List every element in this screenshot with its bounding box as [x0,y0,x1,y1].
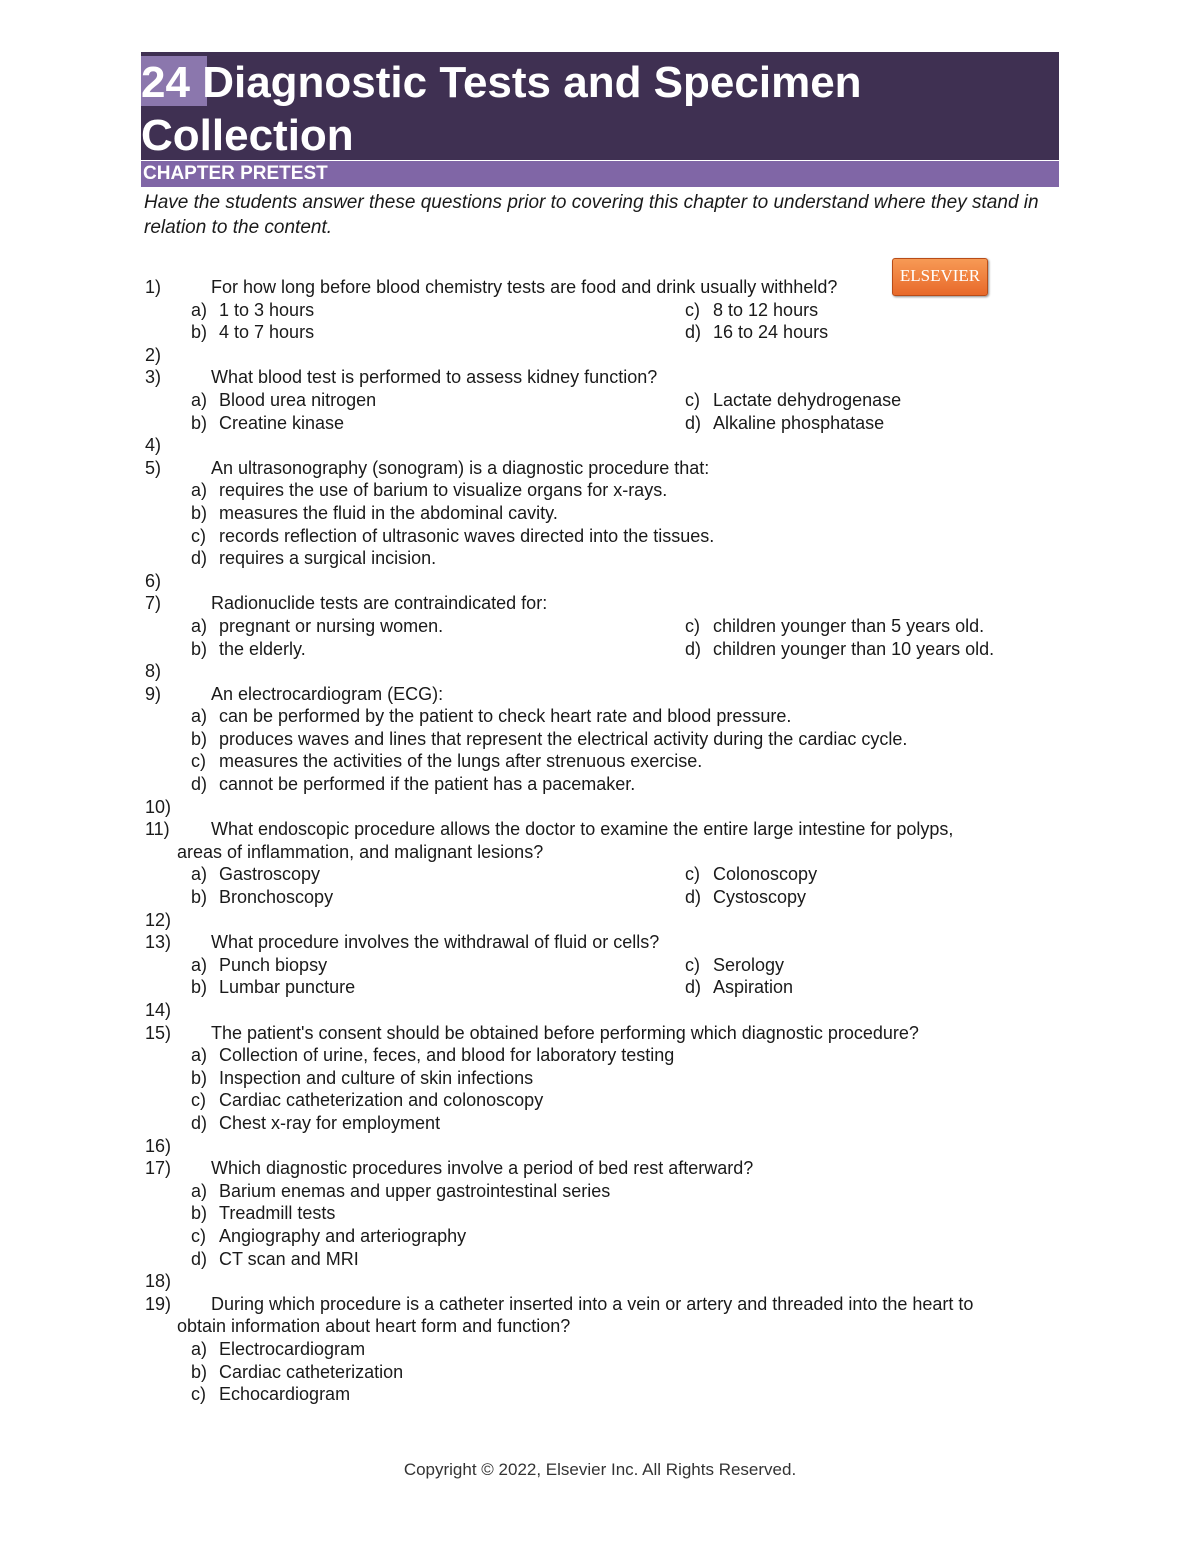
question-line [141,1157,1061,1180]
option-line [141,479,1061,502]
option-line [141,728,1061,751]
option-text: Barium enemas and upper gastrointestinal series [219,1180,611,1201]
answer-option [191,728,907,751]
answer-option [685,638,994,661]
option-letter: a) [191,864,208,885]
option-text: children younger than 5 years old. [713,615,985,636]
option-letter: d) [685,977,702,998]
option-letter: d) [191,774,208,795]
question-continuation [141,841,1061,864]
option-line [141,954,1061,977]
option-letter: c) [685,615,700,636]
answer-option [191,750,702,773]
option-text: Cardiac catheterization [219,1361,404,1382]
option-line [141,1067,1061,1090]
answer-option [191,1361,403,1384]
question-number: 14) [145,1000,172,1020]
chapter-subtitle: CHAPTER PRETEST [141,161,1059,187]
option-letter: b) [191,977,208,998]
option-line [141,1361,1061,1384]
option-text: measures the activities of the lungs after strenuous exercise. [219,751,703,772]
answer-option [685,412,884,435]
question-text: Radionuclide tests are contraindicated for: [211,593,548,614]
blank-number-line [141,1135,1061,1158]
answer-option [191,638,306,661]
option-text: Electrocardiogram [219,1338,366,1359]
option-letter: b) [191,1067,208,1088]
question-text: The patient's consent should be obtained before performing which diagnostic procedure? [211,1022,919,1043]
option-line [141,1383,1061,1406]
option-line [141,863,1061,886]
option-text: Serology [713,954,785,975]
option-line [141,638,1061,661]
question-line [141,366,1061,389]
option-text: children younger than 10 years old. [713,638,995,659]
option-text: 1 to 3 hours [219,299,315,320]
option-text: Blood urea nitrogen [219,389,377,410]
answer-option [191,1225,466,1248]
answer-option [191,389,376,412]
option-text: Treadmill tests [219,1203,336,1224]
question-number: 9) [145,683,162,704]
option-letter: b) [191,638,208,659]
option-letter: b) [191,1361,208,1382]
option-letter: b) [191,502,208,523]
option-line [141,773,1061,796]
document-page [141,52,1059,240]
option-letter: d) [191,1248,208,1269]
option-letter: d) [685,322,702,343]
option-line [141,525,1061,548]
option-text: Cardiac catheterization and colonoscopy [219,1090,544,1111]
question-text: What blood test is performed to assess kidney function? [211,367,658,388]
option-text: cannot be performed if the patient has a pacemaker. [219,774,636,795]
option-letter: a) [191,1338,208,1359]
answer-option [191,1383,350,1406]
option-line [141,547,1061,570]
option-text: Echocardiogram [219,1384,351,1405]
option-letter: b) [191,322,208,343]
option-text: produces waves and lines that represent the electrical activity during the cardiac cycle. [219,728,908,749]
option-letter: a) [191,480,208,501]
option-letter: c) [685,954,700,975]
question-number: 13) [145,932,172,953]
answer-option [191,705,791,728]
answer-option [191,976,355,999]
option-letter: b) [191,1203,208,1224]
answer-option [191,1202,335,1225]
option-text: Angiography and arteriography [219,1225,467,1246]
blank-number-line [141,796,1061,819]
answer-option [685,886,806,909]
option-text: Aspiration [713,977,794,998]
option-text: 8 to 12 hours [713,299,819,320]
option-text: Colonoscopy [713,864,818,885]
answer-option [191,1089,543,1112]
question-text: What procedure involves the withdrawal of fluid or cells? [211,932,660,953]
answer-option [685,615,984,638]
option-text: Lumbar puncture [219,977,356,998]
option-line [141,615,1061,638]
option-letter: a) [191,706,208,727]
option-letter: b) [191,887,208,908]
question-text: An electrocardiogram (ECG): [211,683,444,704]
blank-number-line [141,660,1061,683]
question-text: areas of inflammation, and malignant lesions? [177,841,544,862]
option-letter: b) [191,412,208,433]
answer-option [191,954,327,977]
question-text: During which procedure is a catheter inserted into a vein or artery and threaded into the heart to [211,1293,974,1314]
answer-option [191,615,443,638]
option-letter: c) [685,389,700,410]
option-letter: a) [191,299,208,320]
answer-option [191,1067,533,1090]
question-number: 3) [145,367,162,388]
intro-text: Have the students answer these questions prior to covering this chapter to understand where they stand in relation to the content. [144,192,1039,238]
question-number: 15) [145,1022,172,1043]
option-line [141,1338,1061,1361]
question-number: 5) [145,457,162,478]
option-letter: b) [191,728,208,749]
option-text: Lactate dehydrogenase [713,389,902,410]
answer-option [191,299,314,322]
answer-option [191,1248,359,1271]
answer-option [191,525,714,548]
question-line [141,592,1061,615]
blank-number-line [141,1270,1061,1293]
option-line [141,412,1061,435]
question-list [141,276,1061,1406]
blank-number-line [141,570,1061,593]
question-number: 12) [145,909,172,930]
option-line [141,1180,1061,1203]
option-text: Collection of urine, feces, and blood for laboratory testing [219,1045,675,1066]
option-letter: c) [191,1090,206,1111]
option-line [141,1202,1061,1225]
chapter-title: Diagnostic Tests and Specimen Collection [141,58,862,160]
question-line [141,931,1061,954]
blank-number-line [141,434,1061,457]
answer-option [191,321,314,344]
chapter-number: 24 [141,58,190,107]
question-line [141,1293,1061,1316]
answer-option [685,299,818,322]
option-text: records reflection of ultrasonic waves directed into the tissues. [219,525,715,546]
option-text: Creatine kinase [219,412,345,433]
option-letter: c) [685,299,700,320]
option-line [141,1044,1061,1067]
question-number: 18) [145,1271,172,1292]
option-line [141,389,1061,412]
option-text: requires the use of barium to visualize organs for x-rays. [219,480,668,501]
answer-option [191,773,635,796]
question-number: 11) [145,819,170,840]
option-line [141,750,1061,773]
option-letter: c) [191,1384,206,1405]
option-text: measures the fluid in the abdominal cavity. [219,502,558,523]
blank-number-line [141,344,1061,367]
question-number: 1) [145,277,162,297]
question-text: What endoscopic procedure allows the doctor to examine the entire large intestine for polyps, [211,819,954,840]
option-letter: d) [191,548,208,569]
option-text: 16 to 24 hours [713,322,829,343]
option-line [141,1112,1061,1135]
answer-option [685,321,828,344]
option-text: the elderly. [219,638,306,659]
answer-option [685,954,784,977]
option-letter: d) [685,638,702,659]
question-number: 6) [145,570,162,591]
option-line [141,886,1061,909]
elsevier-logo-badge[interactable]: ELSEVIER [892,258,988,296]
option-letter: c) [191,751,206,772]
question-line [141,1022,1061,1045]
answer-option [191,502,558,525]
chapter-title-block [141,56,1041,162]
option-line [141,1248,1061,1271]
answer-option [191,863,320,886]
chapter-header [141,52,1059,160]
option-text: can be performed by the patient to check heart rate and blood pressure. [219,706,792,727]
question-number: 7) [145,593,162,614]
answer-option [191,1044,674,1067]
option-text: Chest x-ray for employment [219,1112,441,1133]
question-line [141,457,1061,480]
question-line [141,683,1061,706]
option-text: pregnant or nursing women. [219,615,444,636]
option-text: 4 to 7 hours [219,322,315,343]
option-text: Bronchoscopy [219,887,334,908]
option-letter: d) [191,1112,208,1133]
answer-option [191,1112,440,1135]
option-text: Punch biopsy [219,954,328,975]
option-letter: c) [191,525,206,546]
option-letter: a) [191,615,208,636]
option-letter: d) [685,887,702,908]
option-line [141,976,1061,999]
question-continuation [141,1315,1061,1338]
copyright-footer: Copyright © 2022, Elsevier Inc. All Rights Reserved. [403,1460,797,1479]
answer-option [191,886,333,909]
answer-option [191,1338,365,1361]
option-text: Cystoscopy [713,887,807,908]
option-text: requires a surgical incision. [219,548,437,569]
option-line [141,299,1061,322]
option-letter: a) [191,389,208,410]
answer-option [191,479,667,502]
question-number: 17) [145,1158,172,1179]
option-text: CT scan and MRI [219,1248,359,1269]
answer-option [685,976,793,999]
option-line [141,1089,1061,1112]
question-number: 4) [145,435,162,456]
answer-option [191,1180,610,1203]
question-text: obtain information about heart form and function? [177,1316,571,1337]
question-number: 2) [145,344,162,365]
question-number: 8) [145,661,162,682]
question-number: 19) [145,1293,172,1314]
answer-option [191,547,436,570]
option-line [141,502,1061,525]
question-text: An ultrasonography (sonogram) is a diagnostic procedure that: [211,457,710,478]
question-text: Which diagnostic procedures involve a period of bed rest afterward? [211,1158,754,1179]
blank-number-line [141,909,1061,932]
question-line [141,818,1061,841]
option-text: Gastroscopy [219,864,321,885]
answer-option [685,389,901,412]
option-line [141,1225,1061,1248]
question-number: 16) [145,1135,172,1156]
option-letter: a) [191,954,208,975]
option-text: Alkaline phosphatase [713,412,885,433]
option-letter: a) [191,1045,208,1066]
answer-option [191,412,344,435]
option-letter: c) [685,864,700,885]
question-number: 10) [145,796,172,817]
option-line [141,321,1061,344]
blank-number-line [141,999,1061,1022]
option-letter: c) [191,1225,206,1246]
question-text: For how long before blood chemistry tests are food and drink usually withheld? [211,277,838,297]
option-letter: a) [191,1180,208,1201]
option-line [141,705,1061,728]
option-text: Inspection and culture of skin infections [219,1067,534,1088]
answer-option [685,863,817,886]
question-line [141,276,1061,299]
option-letter: d) [685,412,702,433]
